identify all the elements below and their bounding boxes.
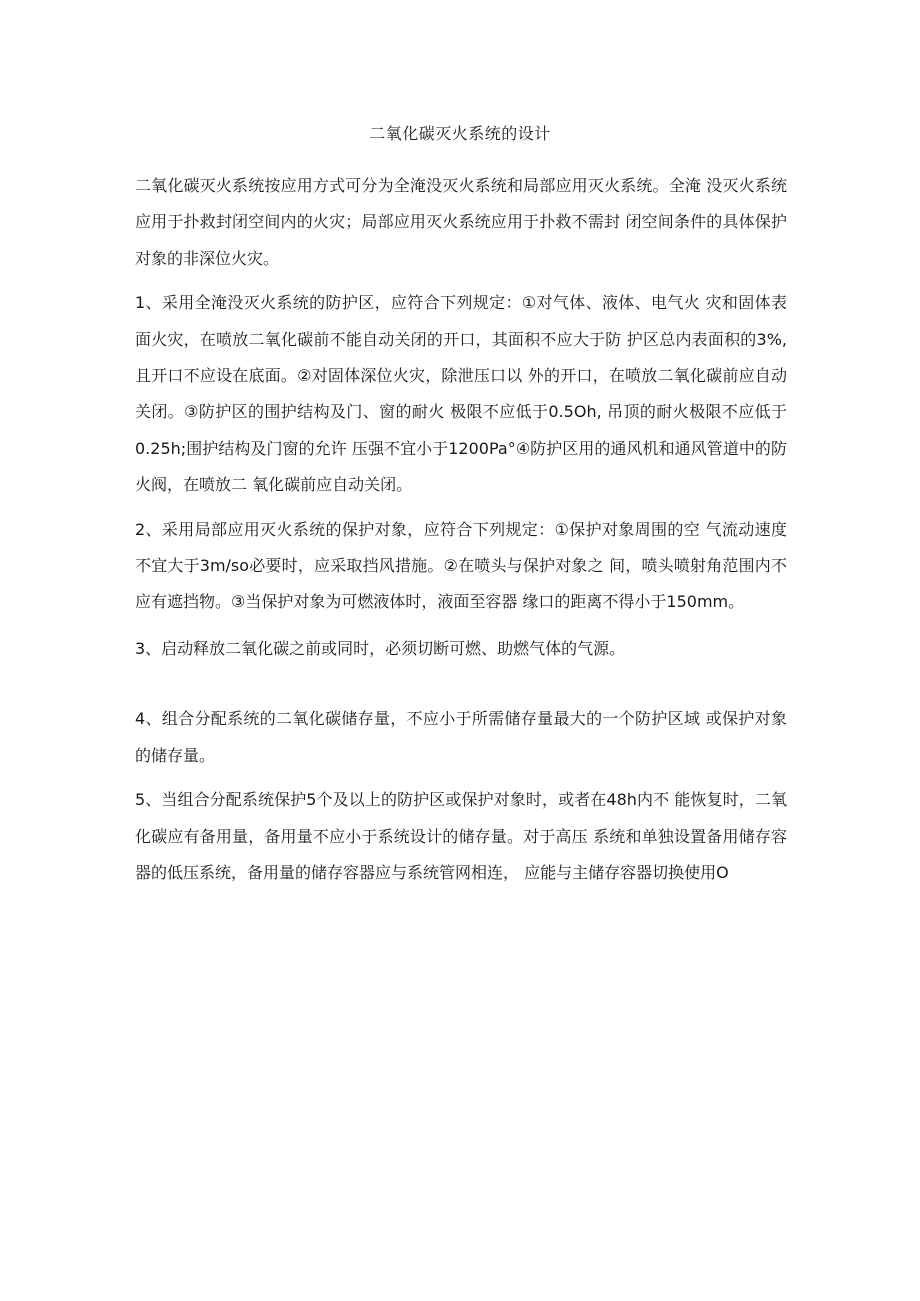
paragraph-2: 2、采用局部应用灭火系统的保护对象，应符合下列规定：①保护对象周围的空 气流动速度不宜大于3m∕so必要时，应采取挡风措施。②在喷头与保护对象之 间，喷头喷射角范围内不应有遮挡物。③当保护对象为可燃液体时，液面至容器 缘口的距离不得小于150mm。 [135, 519, 787, 612]
paragraph-3: 3、启动释放二氧化碳之前或同时，必须切断可燃、助燃气体的气源。 [135, 638, 626, 658]
paragraph-4: 4、组合分配系统的二氧化碳储存量，不应小于所需储存量最大的一个防护区域 或保护对象的储存量。 [135, 709, 787, 765]
paragraph-1: 1、采用全淹没灭火系统的防护区，应符合下列规定：①对气体、液体、电气火 灾和固体表面火灾，在喷放二氧化碳前不能自动关闭的开口，其面积不应大于防 护区总内表面积的3%,且开口不应设在底面。②对固体深位火灾，除泄压口以 外的开口，在喷放二氧化碳前应自动关闭。③防护区的围护结构及门、窗的耐火 极限不应低于0.5Oh, 吊顶的耐火极限不应低于0.25h;围护结构及门窗的允许 压强不宜小于1200Pa°④防护区用的通风机和通风管道中的防火阀，在喷放二 氧化碳前应自动关闭。 [135, 293, 787, 495]
paragraph-5: 5、当组合分配系统保护5个及以上的防护区或保护对象时，或者在48h内不 能恢复时，二氧化碳应有备用量，备用量不应小于系统设计的储存量。对于高压 系统和单独设置备用储存容器的低压系统，备用量的储存容器应与系统管网相连， 应能与主储存容器切换使用O [135, 790, 787, 882]
intro-paragraph: 二氧化碳灭火系统按应用方式可分为全淹没灭火系统和局部应用灭火系统。全淹 没灭火系统应用于扑救封闭空间内的火灾；局部应用灭火系统应用于扑救不需封 闭空间条件的具体保护对象的非深位火灾。 [135, 176, 787, 268]
document-title: 二氧化碳灭火系统的设计 [369, 124, 551, 143]
document-body [135, 168, 787, 891]
